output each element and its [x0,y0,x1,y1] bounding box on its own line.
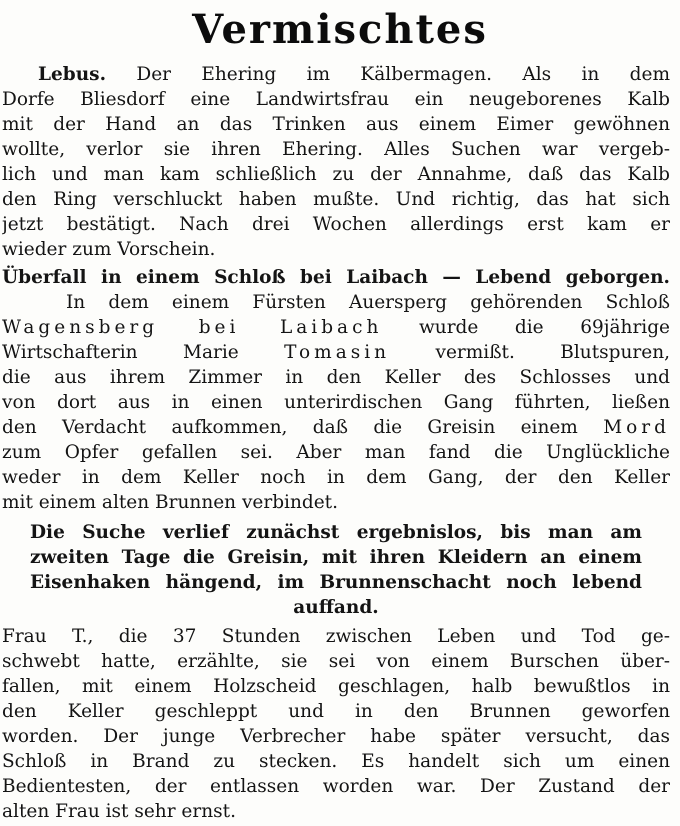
article1-line-5: lich und man kam schließlich zu der Annahme, daß das Kalb [2,164,670,185]
article2-line-3: Wirtschafterin Marie Tomasin vermißt. Blutspuren, [2,342,670,363]
article2-line-5: von dort aus in einen unterirdischen Gang führten, ließen [2,392,670,413]
bold-line-1: Die Suche verlief zunächst ergebnislos, bis man am [30,522,642,543]
article1-line-8: wieder zum Vorschein. [2,239,216,260]
article1-line-2: Dorfe Bliesdorf eine Landwirtsfrau ein neugeborenes Kalb [2,89,670,110]
bold-line-3: Eisenhaken hängend, im Brunnenschacht noch lebend [30,572,642,593]
closing-line-5: worden. Der junge Verbrecher habe später versucht, das [2,726,670,747]
article1-place: Lebus. [38,64,107,85]
article2-line-8: weder in dem Keller noch in dem Gang, der den Keller [2,467,670,488]
article1-line-1: Lebus. Der Ehering im Kälbermagen. Als in dem [38,64,670,85]
article2-heading: Überfall in einem Schloß bei Laibach — Lebend geborgen. [2,267,670,288]
article2-line-7: zum Opfer gefallen sei. Aber man fand die Unglückliche [2,442,670,463]
person-name: Tomasin [284,342,391,363]
place-name: Wagensberg bei Laibach [2,317,383,338]
article1-line-6: den Ring verschluckt haben mußte. Und richtig, das hat sich [2,189,670,210]
closing-line-7: Bedientesten, der entlassen worden war. Der Zustand der [2,776,670,797]
article1-line-4: wollte, verlor sie ihren Ehering. Alles Suchen war vergeb- [2,139,670,160]
article2-line-9: mit einem alten Brunnen verbindet. [2,492,338,513]
closing-line-8: alten Frau ist sehr ernst. [2,801,236,822]
closing-line-3: fallen, mit einem Holzscheid geschlagen, halb bewußtlos in [2,676,670,697]
section-headline: Vermischtes [192,6,488,53]
article1-line-7: jetzt bestätigt. Nach drei Wochen allerdings erst kam er [2,214,670,235]
closing-line-1: Frau T., die 37 Stunden zwischen Leben und Tod ge- [2,626,670,647]
article2-line-1: In dem einem Fürsten Auersperg gehörenden Schloß [66,292,670,313]
closing-line-6: Schloß in Brand zu stecken. Es handelt sich um einen [2,751,670,772]
bold-line-2: zweiten Tage die Greisin, mit ihren Kleidern an einem [30,547,642,568]
closing-line-2: schwebt hatte, erzählte, sie sei von einem Burschen über- [2,651,670,672]
article2-line-4: die aus ihrem Zimmer in den Keller des Schlosses und [2,367,670,388]
emphasis-word: Mord [603,417,670,438]
closing-line-4: den Keller geschleppt und in den Brunnen geworfen [2,701,670,722]
bold-line-4: auffand. [293,597,379,618]
article2-line-2: Wagensberg bei Laibach wurde die 69jährige [2,317,670,338]
article2-line-6: den Verdacht aufkommen, daß die Greisin einem Mord [2,417,670,438]
article1-line-3: mit der Hand an das Trinken aus einem Eimer gewöhnen [2,114,670,135]
